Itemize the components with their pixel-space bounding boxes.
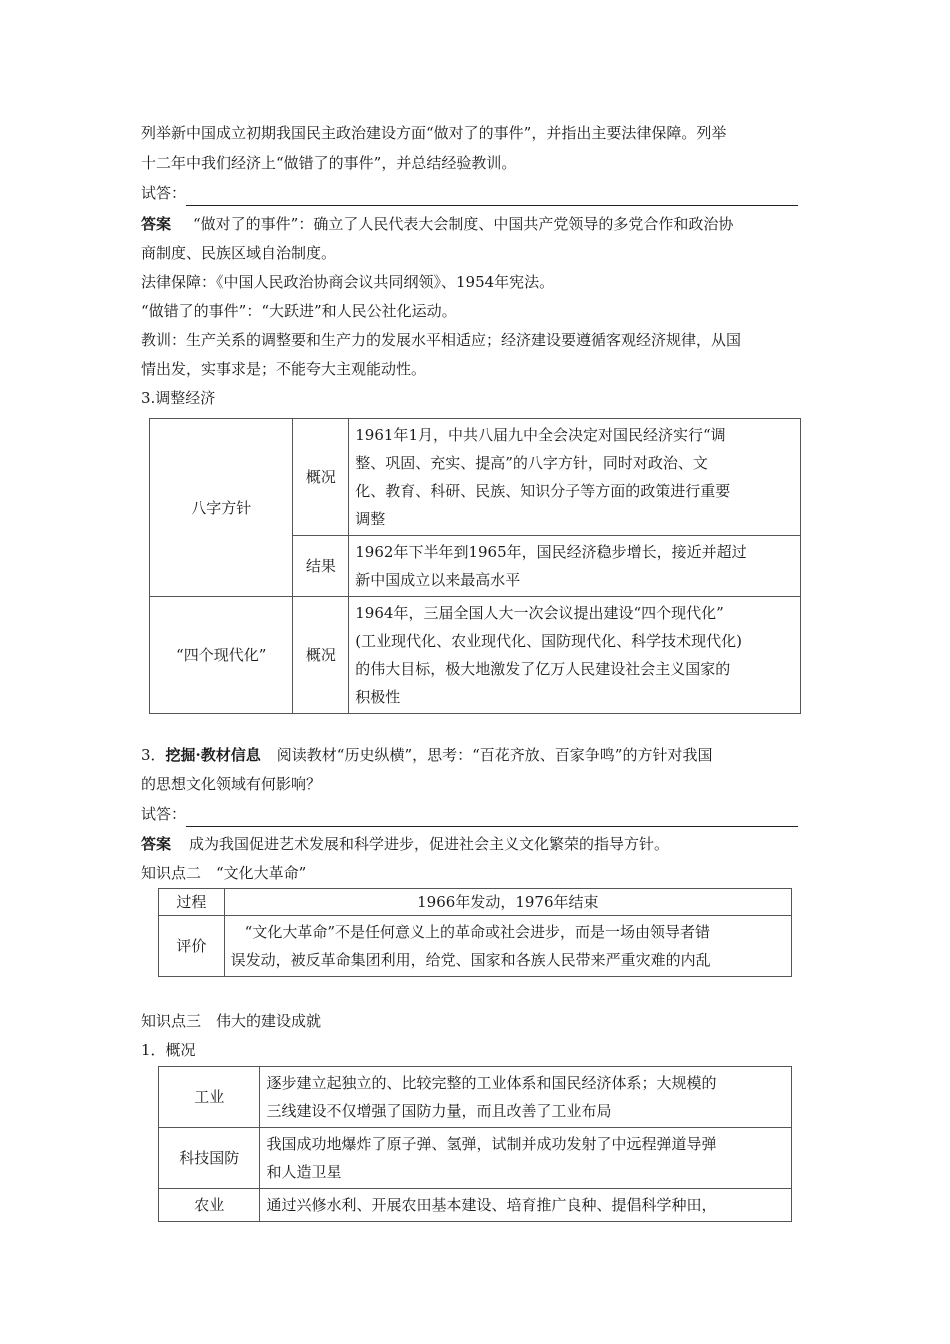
row-label: 结果	[293, 536, 349, 597]
adjust-economy-table	[149, 418, 801, 714]
question-prompt-line: 列举新中国成立初期我国民主政治建设方面“做对了的事件”，并指出主要法律保障。列举	[141, 124, 727, 142]
answer-line: 情出发，实事求是；不能夸大主观能动性。	[141, 360, 427, 378]
row-content: “文化大革命”不是任何意义上的革命或社会进步，而是一场由领导者错 误发动，被反革命集团利用，给党、国家和各族人民带来严重灾难的内乱	[224, 916, 791, 977]
answer-text: 成为我国促进艺术发展和科学进步，促进社会主义文化繁荣的指导方针。	[189, 835, 670, 853]
question-title: 挖掘·教材信息	[165, 746, 261, 764]
answer-try-row	[141, 801, 811, 827]
table-row	[150, 419, 801, 536]
row-label: 评价	[159, 916, 225, 977]
answer-label: 答案	[141, 835, 172, 853]
row-content: 1962年下半年到1965年，国民经济稳步增长，接近并超过 新中国成立以来最高水平	[349, 536, 801, 597]
table-row	[159, 1189, 792, 1222]
row-content: 1966年发动，1976年结束	[224, 889, 791, 916]
achievements-table	[158, 1066, 792, 1222]
cultural-revolution-table	[158, 888, 792, 977]
answer-try-row	[141, 180, 811, 206]
answer-line	[141, 831, 811, 857]
try-label: 试答：	[141, 805, 187, 823]
answer-blank[interactable]	[186, 808, 798, 827]
answer-line: 法律保障：《中国人民政治协商会议共同纲领》、1954年宪法。	[141, 273, 555, 291]
answer-text: “做对了的事件”：确立了人民代表大会制度、中国共产党领导的多党合作和政治协	[193, 215, 734, 233]
row-category: 八字方针	[150, 419, 293, 597]
row-content: 1964年，三届全国人大一次会议提出建设“四个现代化” (工业现代化、农业现代化、国防现代化、科学技术现代化) 的伟大目标，极大地激发了亿万人民建设社会主义国家的 积极性	[349, 597, 801, 714]
answer-line	[141, 211, 811, 237]
question-title-line	[141, 742, 811, 768]
row-content: 我国成功地爆炸了原子弹、氢弹，试制并成功发射了中远程弹道导弹 和人造卫星	[260, 1128, 792, 1189]
section-heading: 知识点二 “文化大革命”	[141, 864, 307, 882]
row-label: 工业	[159, 1067, 260, 1128]
row-content: 1961年1月，中共八届九中全会决定对国民经济实行“调 整、巩固、充实、提高”的八字方针，同时对政治、文 化、教育、科研、民族、知识分子等方面的政策进行重要 调整	[349, 419, 801, 536]
answer-line: “做错了的事件”：“大跃进”和人民公社化运动。	[141, 302, 457, 320]
table-row	[159, 1128, 792, 1189]
row-label: 概况	[293, 597, 349, 714]
row-content: 通过兴修水利、开展农田基本建设、培育推广良种、提倡科学种田，	[260, 1189, 792, 1222]
section-heading: 知识点三 伟大的建设成就	[141, 1012, 322, 1030]
section-heading: 3.调整经济	[141, 389, 216, 407]
table-row	[159, 916, 792, 977]
answer-line: 教训：生产关系的调整要和生产力的发展水平相适应；经济建设要遵循客观经济规律，从国	[141, 331, 742, 349]
sub-heading: 1．概况	[141, 1041, 196, 1059]
answer-line: 商制度、民族区域自治制度。	[141, 244, 337, 262]
row-label: 过程	[159, 889, 225, 916]
question-prompt-line: 十二年中我们经济上“做错了的事件”，并总结经验教训。	[141, 154, 517, 172]
table-row	[159, 1067, 792, 1128]
try-label: 试答：	[141, 184, 187, 202]
row-label: 农业	[159, 1189, 260, 1222]
question-prompt-line: 的思想文化领域有何影响？	[141, 775, 322, 793]
row-label: 科技国防	[159, 1128, 260, 1189]
answer-blank[interactable]	[186, 187, 798, 206]
question-prompt: 阅读教材“历史纵横”，思考：“百花齐放、百家争鸣”的方针对我国	[276, 746, 713, 764]
row-category: “四个现代化”	[150, 597, 293, 714]
row-content: 逐步建立起独立的、比较完整的工业体系和国民经济体系；大规模的 三线建设不仅增强了国防力量，而且改善了工业布局	[260, 1067, 792, 1128]
answer-label: 答案	[141, 215, 172, 233]
row-label: 概况	[293, 419, 349, 536]
table-row	[159, 889, 792, 916]
table-row	[150, 597, 801, 714]
question-number: 3．	[141, 746, 166, 764]
